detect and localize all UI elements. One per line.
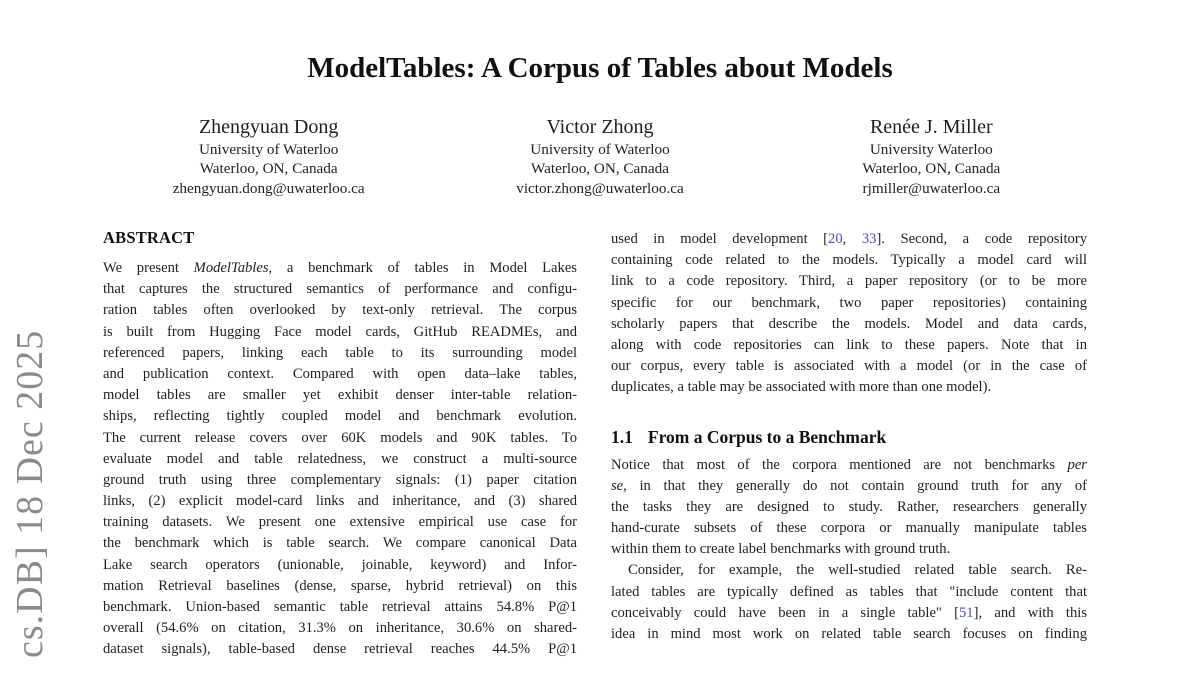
text-line — [611, 582, 1087, 603]
text-segment: per — [1067, 456, 1087, 473]
text-segment: that captures the structured semantics of performance and configu- — [103, 281, 577, 298]
text-segment: training datasets. We present one extensive empirical use case for — [103, 514, 577, 531]
text-segment: duplicates, a table may be associated with more than one model). — [611, 379, 992, 396]
text-line — [611, 271, 1087, 292]
left-column — [103, 228, 577, 661]
text-line — [103, 491, 577, 512]
text-segment: idea in mind most work on related table search focuses on finding — [611, 626, 1087, 642]
citation-link[interactable]: 20 — [828, 231, 843, 247]
text-line — [611, 229, 1087, 250]
text-line — [103, 576, 577, 597]
text-segment: model tables are smaller yet exhibit denser inter-table relation- — [103, 387, 577, 404]
abstract-text — [103, 258, 577, 661]
text-line — [611, 603, 1087, 624]
text-line — [611, 293, 1087, 314]
text-line — [103, 639, 577, 660]
text-segment: , — [842, 231, 862, 247]
author-email[interactable]: victor.zhong@uwaterloo.ca — [516, 179, 684, 197]
text-segment: , in that they generally do not contain ground truth for any of — [623, 477, 1087, 494]
text-line — [611, 476, 1087, 497]
text-segment: hand-curate subsets of these corpora or manually manipulate tables — [611, 520, 1087, 537]
text-segment: ModelTables — [193, 260, 269, 276]
author-name: Renée J. Miller — [869, 116, 993, 138]
author-list — [103, 114, 1097, 198]
text-segment: mation Retrieval baselines (dense, sparse, hybrid retrieval) on this — [103, 577, 577, 594]
text-line — [103, 449, 577, 470]
author-name: Victor Zhong — [546, 116, 654, 138]
text-segment: ground truth using three complementary signals: (1) paper citation — [103, 471, 577, 488]
text-segment: referenced papers, linking each table to its surrounding model — [103, 344, 577, 361]
author-location: Waterloo, ON, Canada — [199, 160, 338, 178]
text-line — [103, 618, 577, 639]
text-line — [103, 597, 577, 618]
section-number: 1.1 — [611, 426, 633, 447]
text-line — [103, 300, 577, 321]
text-segment: Consider, for example, the well-studied related table search. Re- — [628, 562, 1087, 579]
text-segment: used in model development [ — [611, 231, 829, 247]
author-location: Waterloo, ON, Canada — [531, 160, 669, 178]
author-affiliation: University of Waterloo — [198, 141, 339, 158]
text-segment: and publication context. Compared with open data–lake tables, — [103, 365, 577, 382]
citation-link[interactable]: 33 — [861, 231, 877, 247]
author-email[interactable]: rjmiller@uwaterloo.ca — [862, 179, 1001, 197]
text-segment: ], and with this — [973, 604, 1087, 621]
text-segment: We present — [103, 260, 194, 276]
text-segment: The current release covers over 60K models and 90K tables. To — [103, 429, 577, 446]
text-line — [103, 343, 577, 364]
text-line — [103, 385, 577, 406]
text-segment: Notice that most of the corpora mentioned are not benchmarks — [611, 456, 1068, 473]
text-line — [103, 279, 577, 300]
arxiv-stamp-strip — [0, 0, 64, 658]
text-line — [611, 356, 1087, 377]
author-affiliation: University of Waterloo — [530, 141, 670, 158]
text-line — [103, 322, 577, 343]
intro-paragraph — [611, 229, 1087, 399]
text-segment: our corpus, every table is associated with a model (or in the case of — [611, 358, 1087, 375]
text-line — [103, 428, 577, 449]
text-segment: the benchmark which is table search. We compare canonical Data — [103, 535, 577, 552]
text-line — [611, 624, 1087, 645]
text-segment: , a benchmark of tables in Model Lakes — [268, 260, 577, 276]
text-segment: containing code related to the models. Typically a model card will — [611, 252, 1087, 269]
text-segment: the tasks they are designed to study. Rather, researchers generally — [611, 498, 1087, 515]
author-location: Waterloo, ON, Canada — [862, 160, 1001, 178]
text-segment: links, (2) explicit model-card links and inheritance, and (3) shared — [103, 493, 577, 510]
text-line — [103, 258, 577, 279]
section-heading — [611, 427, 1087, 448]
text-segment: specific for our benchmark, two paper repositories) containing — [611, 294, 1087, 311]
text-segment: along with code repositories can link to these papers. Note that in — [611, 336, 1087, 353]
text-segment: scholarly papers that describe the models. Model and data cards, — [611, 315, 1087, 332]
paper-title: ModelTables: A Corpus of Tables about Models — [307, 52, 893, 84]
text-line — [103, 364, 577, 385]
text-segment: Lake search operators (unionable, joinable, keyword) and Infor- — [103, 556, 577, 573]
text-segment: ships, reflecting tightly coupled model and benchmark evolution. — [103, 408, 577, 425]
text-line — [611, 560, 1087, 581]
text-segment: is built from Hugging Face model cards, GitHub READMEs, and — [103, 323, 577, 340]
section-paragraph — [611, 455, 1087, 646]
author-affiliation: University Waterloo — [869, 141, 993, 158]
text-line — [611, 335, 1087, 356]
text-segment: se — [611, 477, 624, 494]
text-line — [103, 406, 577, 427]
arxiv-stamp-text: cs.DB] 18 Dec 2025 — [9, 329, 51, 658]
section-title: From a Corpus to a Benchmark — [647, 426, 887, 447]
text-segment: ration tables often overlooked by text-only retrieval. The corpus — [103, 302, 577, 319]
text-line — [103, 533, 577, 554]
abstract-heading: ABSTRACT — [103, 228, 195, 247]
text-segment: within them to create label benchmarks with ground truth. — [611, 541, 951, 558]
text-segment: overall (54.6% on citation, 31.3% on inheritance, 30.6% on shared- — [103, 620, 577, 637]
text-segment: benchmark. Union-based semantic table retrieval attains 54.8% P@1 — [103, 599, 577, 615]
text-line — [103, 512, 577, 533]
text-line — [611, 314, 1087, 335]
text-segment: evaluate model and table relatedness, we construct a multi-source — [103, 450, 577, 467]
text-segment: dataset signals), table-based dense retrieval reaches 44.5% P@1 — [103, 641, 577, 658]
text-line — [611, 455, 1087, 476]
text-segment: ]. Second, a code repository — [876, 231, 1087, 247]
text-segment: conceivably could have been in a single table" [ — [611, 604, 959, 621]
author-email[interactable]: zhengyuan.dong@uwaterloo.ca — [172, 179, 365, 197]
text-line — [103, 470, 577, 491]
text-line — [611, 497, 1087, 518]
right-column — [611, 229, 1087, 645]
text-segment: lated tables are typically defined as tables that "include content that — [611, 583, 1087, 600]
text-line — [103, 555, 577, 576]
text-segment: link to a code repository. Third, a paper repository (or to be more — [611, 273, 1087, 290]
text-line — [611, 518, 1087, 539]
author-block — [103, 114, 434, 198]
citation-link[interactable]: 51 — [959, 604, 974, 621]
author-name: Zhengyuan Dong — [198, 116, 339, 138]
text-line — [611, 250, 1087, 271]
author-block — [434, 114, 765, 198]
author-block — [766, 114, 1097, 198]
